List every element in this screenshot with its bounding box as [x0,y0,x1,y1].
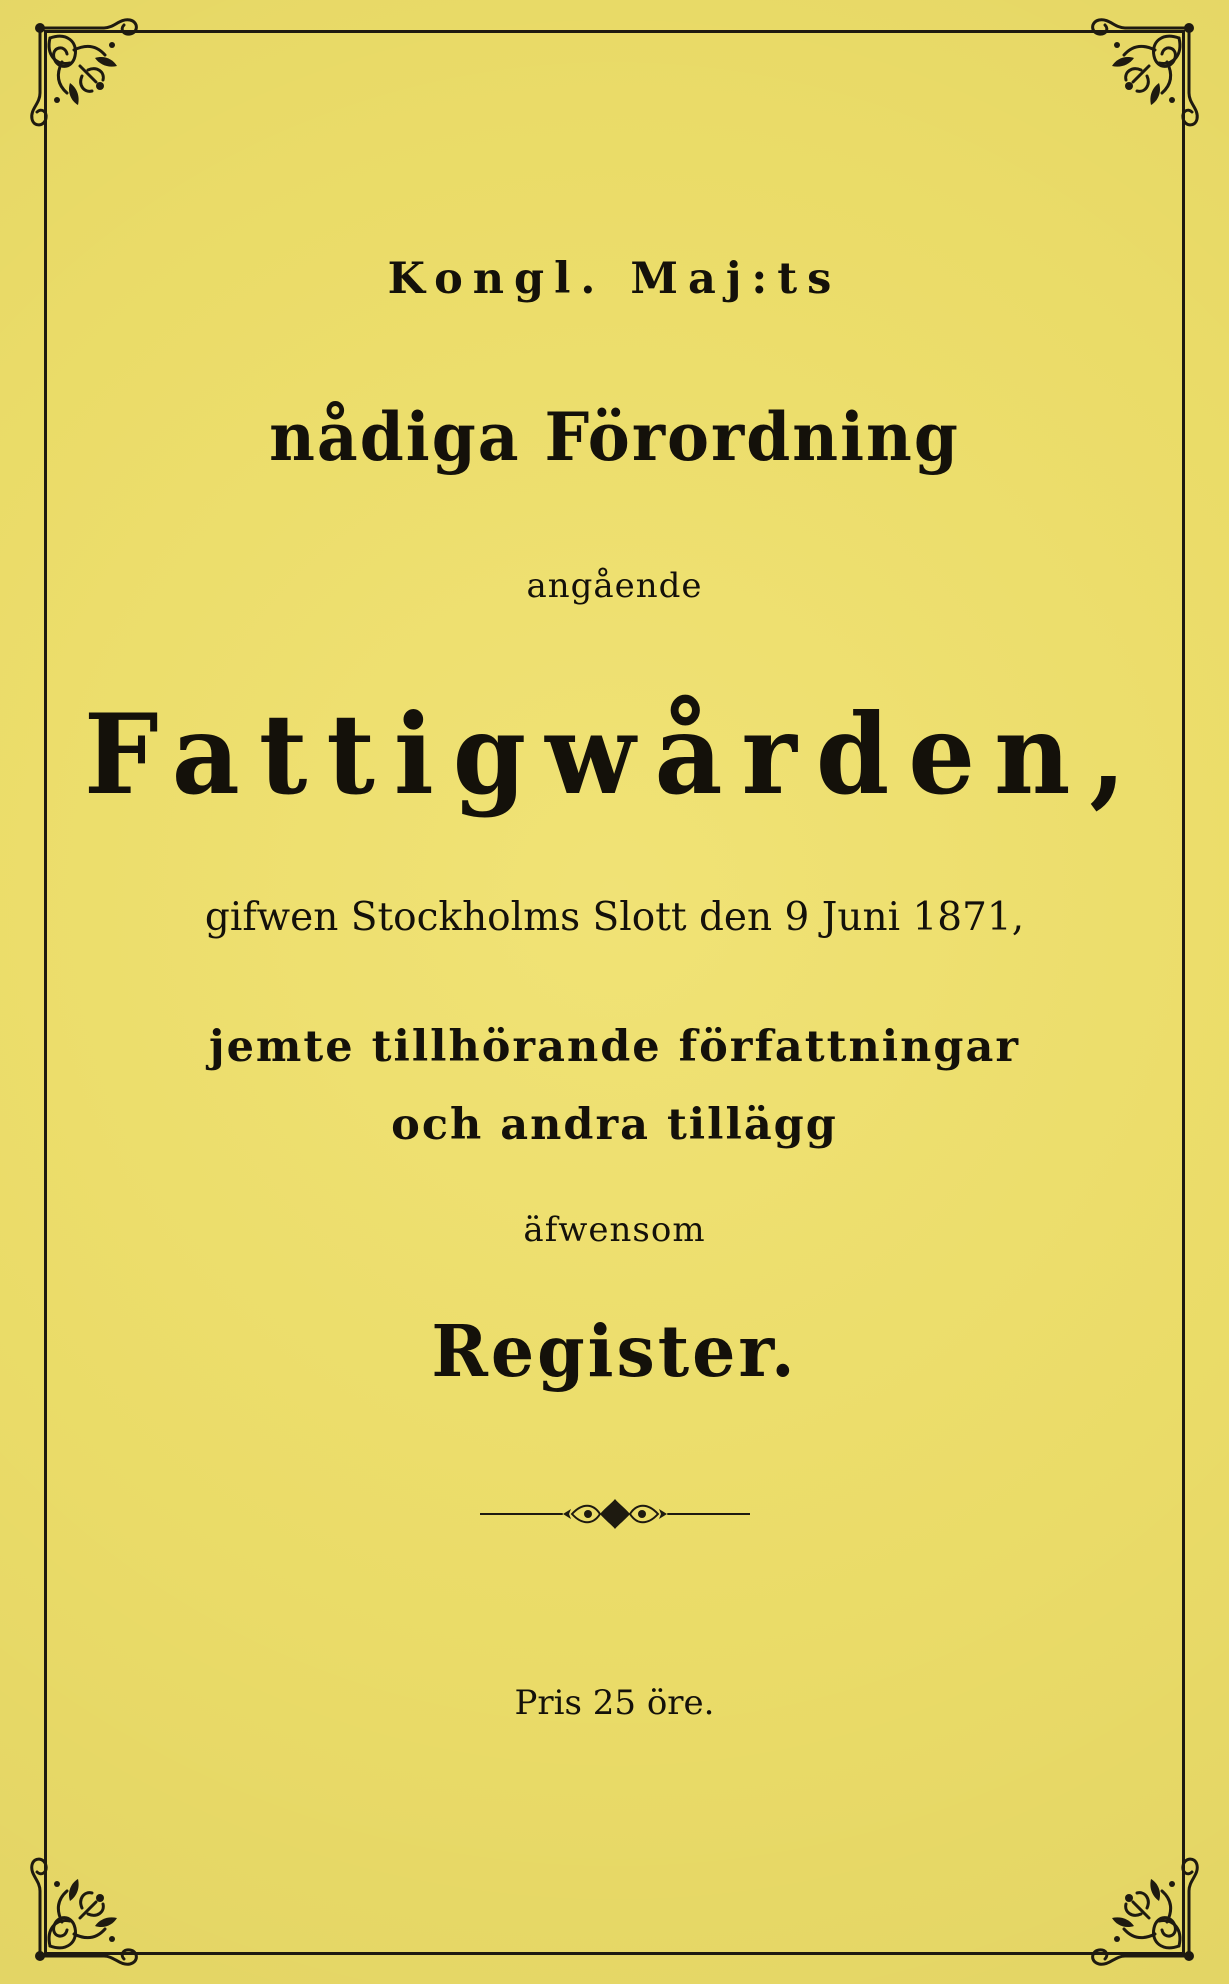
page-border [44,30,1185,1955]
title-line-nadiga-forordning: nådiga Förordning [269,398,960,476]
title-line-gifwen: gifwen Stockholms Slott den 9 Juni 1871, [204,895,1025,940]
price-line: Pris 25 öre. [514,1683,715,1723]
title-line-afwensom: äfwensom [523,1210,706,1250]
corner-ornament-top-right [1082,0,1217,135]
title-line-kongl: Kongl. Maj:ts [387,254,842,304]
center-divider-ornament [480,1495,750,1533]
title-line-register: Register. [431,1310,798,1394]
corner-ornament-bottom-left [12,1849,147,1984]
corner-ornament-bottom-right [1082,1849,1217,1984]
title-line-angaende: angående [526,566,703,606]
corner-ornament-top-left [12,0,147,135]
title-line-och: och andra tillägg [391,1100,838,1150]
title-line-fattigwarden: Fattigwården, [83,688,1145,820]
title-line-jemte: jemte tillhörande författningar [209,1022,1020,1072]
